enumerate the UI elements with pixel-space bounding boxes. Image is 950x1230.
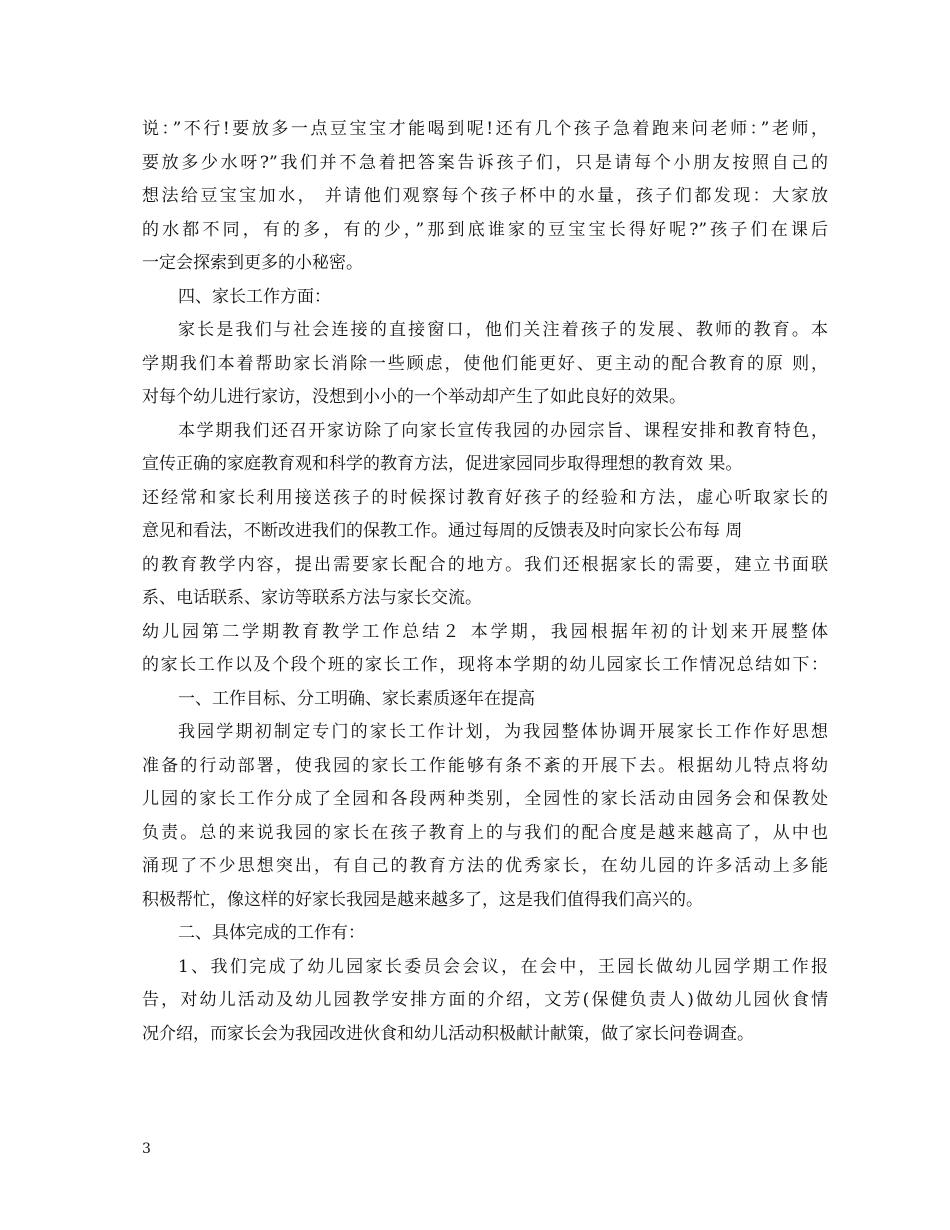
text-line: 况介绍，而家长会为我园改进伙食和幼儿活动积极献计献策，做了家长问卷调查。 bbox=[142, 1023, 754, 1044]
text-line: 我园学期初制定专门的家长工作计划，为我园整体协调开展家长工作作好思想 bbox=[178, 722, 828, 742]
text-line: 对每个幼儿进行家访，没想到小小的一个举动却产生了如此良好的效果。 bbox=[142, 387, 686, 407]
text-line: 的水都不同，有的多，有的少，”那到底谁家的豆宝宝长得好呢?”孩子们在课后 bbox=[142, 219, 828, 240]
text-line: 告，对幼儿活动及幼儿园教学安排方面的介绍，文芳(保健负责人)做幼儿园伙食情 bbox=[142, 990, 828, 1010]
text-line: 幼儿园第二学期教育教学工作总结２ 本学期，我园根据年初的计划来开展整体 bbox=[142, 621, 828, 642]
text-line: 想法给豆宝宝加水， 并请他们观察每个孩子杯中的水量，孩子们都发现：大家放 bbox=[142, 186, 828, 206]
text-line: 要放多少水呀?”我们并不急着把答案告诉孩子们，只是请每个小朋友按照自己的 bbox=[142, 152, 828, 173]
text-line: 四、家长工作方面： bbox=[178, 286, 331, 307]
text-line: 负责。总的来说我园的家长在孩子教育上的与我们的配合度是越来越高了，从中也 bbox=[142, 822, 828, 843]
text-line: 儿园的家长工作分成了全园和各段两种类别，全园性的家长活动由园务会和保教处 bbox=[142, 789, 828, 809]
text-line: 一、工作目标、分工明确、家长素质逐年在提高 bbox=[178, 688, 535, 709]
text-line: 意见和看法，不断改进我们的保教工作。通过每周的反馈表及时向家长公布每 周 bbox=[142, 521, 743, 541]
text-line: 的教育教学内容，提出需要家长配合的地方。我们还根据家长的需要，建立书面联 bbox=[142, 554, 828, 575]
text-line: 本学期我们还召开家访除了向家长宣传我园的办园宗旨、课程安排和教育特色， bbox=[178, 420, 828, 441]
text-line: 说：”不行!要放多一点豆宝宝才能喝到呢!还有几个孩子急着跑来问老师：”老师， bbox=[142, 119, 828, 139]
text-line: 宣传正确的家庭教育观和科学的教育方法，促进家园同步取得理想的教育效 果。 bbox=[142, 454, 743, 474]
text-line: 二、具体完成的工作有： bbox=[178, 923, 365, 943]
text-line: 一定会探索到更多的小秘密。 bbox=[142, 253, 363, 273]
document-body bbox=[142, 113, 828, 1051]
text-line: 涌现了不少思想突出，有自己的教育方法的优秀家长，在幼儿园的许多活动上多能 bbox=[142, 856, 828, 876]
text-line: 的家长工作以及个段个班的家长工作，现将本学期的幼儿园家长工作情况总结如下： bbox=[142, 655, 828, 675]
text-line: 积极帮忙，像这样的好家长我园是越来越多了，这是我们值得我们高兴的。 bbox=[142, 889, 703, 910]
text-line: 家长是我们与社会连接的直接窗口，他们关注着孩子的发展、教师的教育。本 bbox=[178, 320, 828, 340]
text-line: 还经常和家长利用接送孩子的时候探讨教育好孩子的经验和方法，虚心听取家长的 bbox=[142, 487, 828, 508]
text-line: 准备的行动部署，使我园的家长工作能够有条不紊的开展下去。根据幼儿特点将幼 bbox=[142, 755, 828, 776]
text-line: 系、电话联系、家访等联系方法与家长交流。 bbox=[142, 588, 482, 608]
text-line: 学期我们本着帮助家长消除一些顾虑，使他们能更好、更主动的配合教育的原 则， bbox=[142, 353, 828, 374]
page-number: 3 bbox=[142, 1141, 151, 1157]
text-line: 1、我们完成了幼儿园家长委员会会议，在会中，王园长做幼儿园学期工作报 bbox=[178, 956, 828, 977]
